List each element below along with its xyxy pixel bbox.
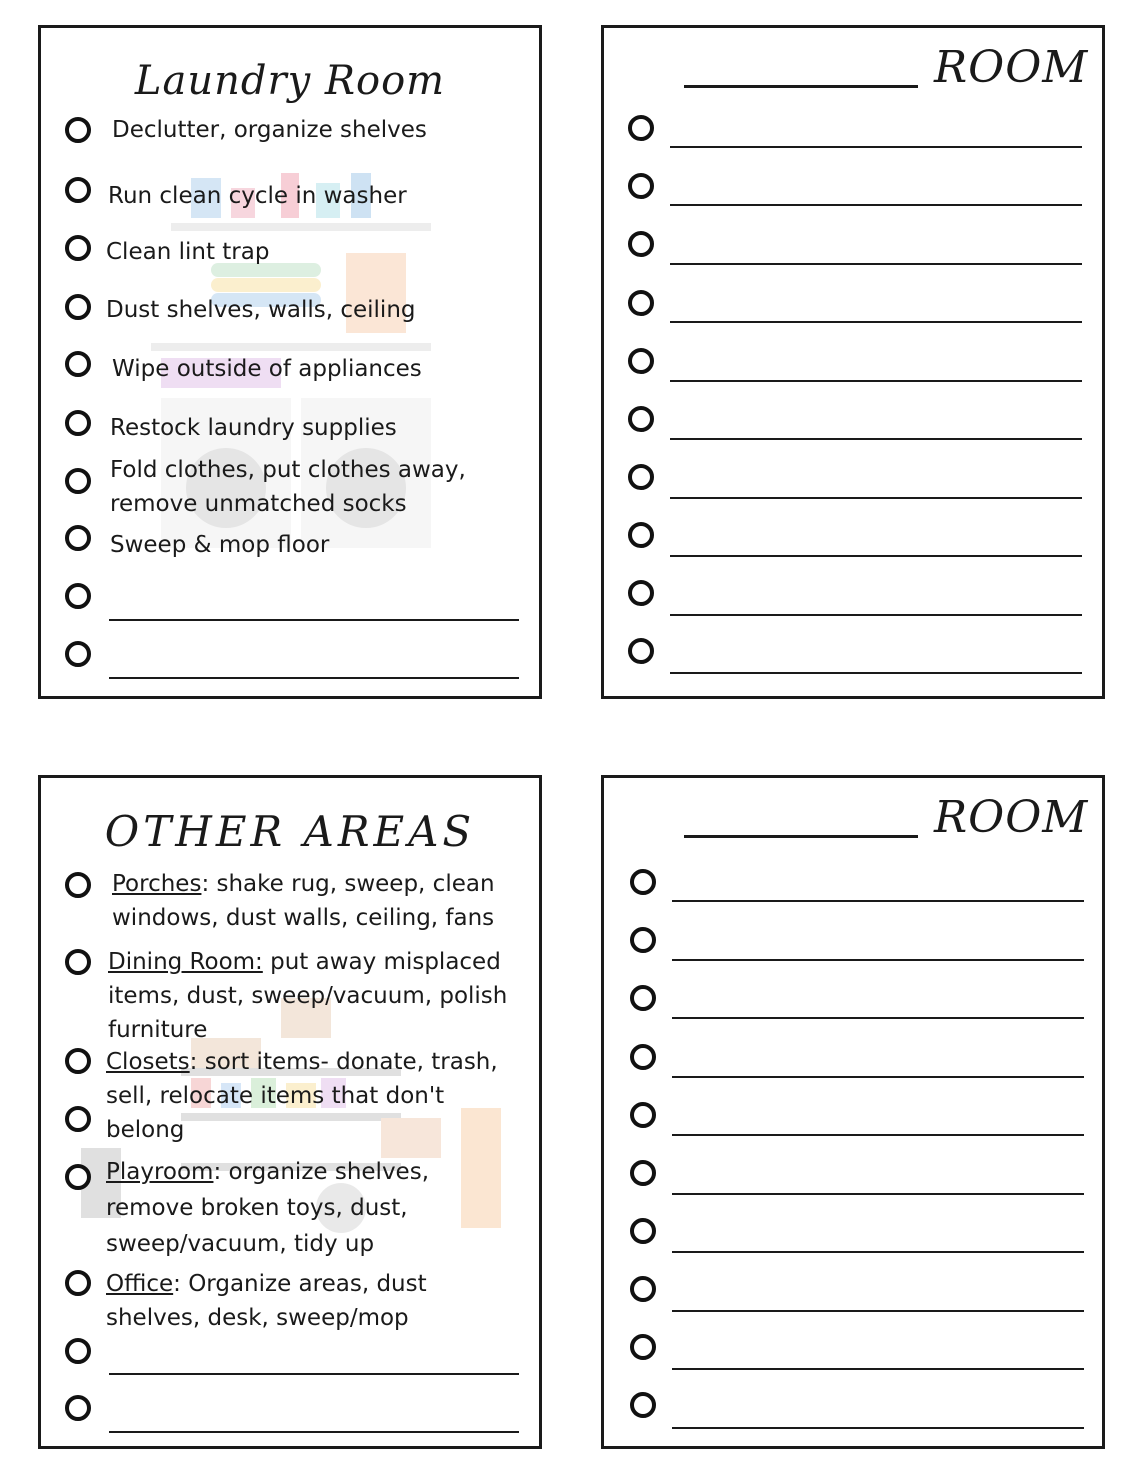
checkbox[interactable] (65, 525, 91, 551)
checkbox[interactable] (628, 173, 654, 199)
task-text (108, 945, 528, 1047)
area-label: Office (106, 1271, 174, 1297)
write-in-line[interactable] (672, 1017, 1084, 1019)
checkbox[interactable] (630, 985, 656, 1011)
room-name-blank[interactable] (684, 85, 918, 88)
task-text: Dust shelves, walls, ceiling (106, 297, 416, 323)
checkbox[interactable] (628, 638, 654, 664)
area-tasks: put away misplaced items, dust, sweep/vacuum, polish furniture (108, 949, 508, 1043)
checkbox[interactable] (65, 1048, 91, 1074)
write-in-line[interactable] (672, 900, 1084, 902)
checkbox[interactable] (630, 1160, 656, 1186)
write-in-line[interactable] (672, 1310, 1084, 1312)
blank-room-card (601, 775, 1105, 1449)
write-in-line[interactable] (109, 1431, 519, 1433)
checkbox[interactable] (65, 1270, 91, 1296)
checkbox[interactable] (65, 1164, 91, 1190)
area-tasks: : organize shelves, remove broken toys, dust, sweep/vacuum, tidy up (106, 1159, 430, 1257)
checkbox[interactable] (628, 290, 654, 316)
checkbox[interactable] (630, 869, 656, 895)
checkbox[interactable] (628, 406, 654, 432)
room-name-blank[interactable] (684, 835, 918, 838)
checkbox[interactable] (65, 177, 91, 203)
checkbox[interactable] (630, 1218, 656, 1244)
task-text: Clean lint trap (106, 239, 270, 265)
checkbox[interactable] (65, 1106, 91, 1132)
task-text (112, 867, 522, 935)
area-tasks: : shake rug, sweep, clean windows, dust walls, ceiling, fans (112, 871, 495, 931)
checkbox[interactable] (65, 235, 91, 261)
task-text: Sweep & mop floor (110, 532, 330, 558)
checkbox[interactable] (630, 1102, 656, 1128)
checkbox[interactable] (65, 872, 91, 898)
checkbox[interactable] (65, 641, 91, 667)
write-in-line[interactable] (672, 1368, 1084, 1370)
task-text (106, 1154, 486, 1262)
area-label: Porches (112, 871, 202, 897)
task-text (106, 1267, 446, 1335)
checkbox[interactable] (65, 1395, 91, 1421)
other-areas-card (38, 775, 542, 1449)
checkbox[interactable] (630, 1276, 656, 1302)
write-in-line[interactable] (670, 672, 1082, 674)
write-in-line[interactable] (670, 146, 1082, 148)
card-title: Laundry Room (134, 58, 446, 104)
card-title: ROOM (934, 792, 1089, 843)
write-in-line[interactable] (670, 380, 1082, 382)
write-in-line[interactable] (670, 438, 1082, 440)
card-title: OTHER AREAS (104, 807, 476, 856)
task-text: Wipe outside of appliances (112, 356, 422, 382)
card-title: ROOM (934, 42, 1089, 93)
write-in-line[interactable] (672, 1076, 1084, 1078)
checkbox[interactable] (65, 1338, 91, 1364)
area-tasks: : Organize areas, dust shelves, desk, sweep/mop (106, 1271, 427, 1331)
checkbox[interactable] (630, 927, 656, 953)
write-in-line[interactable] (672, 1427, 1084, 1429)
checkbox[interactable] (65, 117, 91, 143)
laundry-room-card (38, 25, 542, 699)
write-in-line[interactable] (672, 1134, 1084, 1136)
task-text: Run clean cycle in washer (108, 183, 407, 209)
checkbox[interactable] (628, 115, 654, 141)
checkbox[interactable] (628, 464, 654, 490)
checkbox[interactable] (65, 468, 91, 494)
write-in-line[interactable] (670, 321, 1082, 323)
checkbox[interactable] (630, 1044, 656, 1070)
task-text: Declutter, organize shelves (112, 117, 427, 143)
checkbox[interactable] (65, 410, 91, 436)
checkbox[interactable] (628, 231, 654, 257)
write-in-line[interactable] (670, 614, 1082, 616)
area-label: Closets (106, 1049, 190, 1075)
checkbox[interactable] (628, 580, 654, 606)
write-in-line[interactable] (672, 1193, 1084, 1195)
write-in-line[interactable] (670, 204, 1082, 206)
checkbox[interactable] (65, 294, 91, 320)
checkbox[interactable] (65, 351, 91, 377)
checkbox[interactable] (630, 1392, 656, 1418)
area-tasks: : sort items- donate, trash, sell, relocate items that don't belong (106, 1049, 498, 1143)
checkbox[interactable] (65, 949, 91, 975)
write-in-line[interactable] (670, 555, 1082, 557)
checkbox[interactable] (65, 583, 91, 609)
checkbox[interactable] (628, 348, 654, 374)
write-in-line[interactable] (109, 1373, 519, 1375)
write-in-line[interactable] (670, 263, 1082, 265)
checkbox[interactable] (630, 1334, 656, 1360)
area-label: Dining Room: (108, 949, 263, 975)
write-in-line[interactable] (109, 619, 519, 621)
checkbox[interactable] (628, 522, 654, 548)
write-in-line[interactable] (672, 1251, 1084, 1253)
task-text: Fold clothes, put clothes away, remove unmatched socks (110, 457, 466, 517)
write-in-line[interactable] (670, 497, 1082, 499)
area-label: Playroom (106, 1159, 214, 1185)
write-in-line[interactable] (672, 959, 1084, 961)
write-in-line[interactable] (109, 677, 519, 679)
task-text: Restock laundry supplies (110, 415, 397, 441)
blank-room-card (601, 25, 1105, 699)
task-text (106, 1045, 516, 1147)
